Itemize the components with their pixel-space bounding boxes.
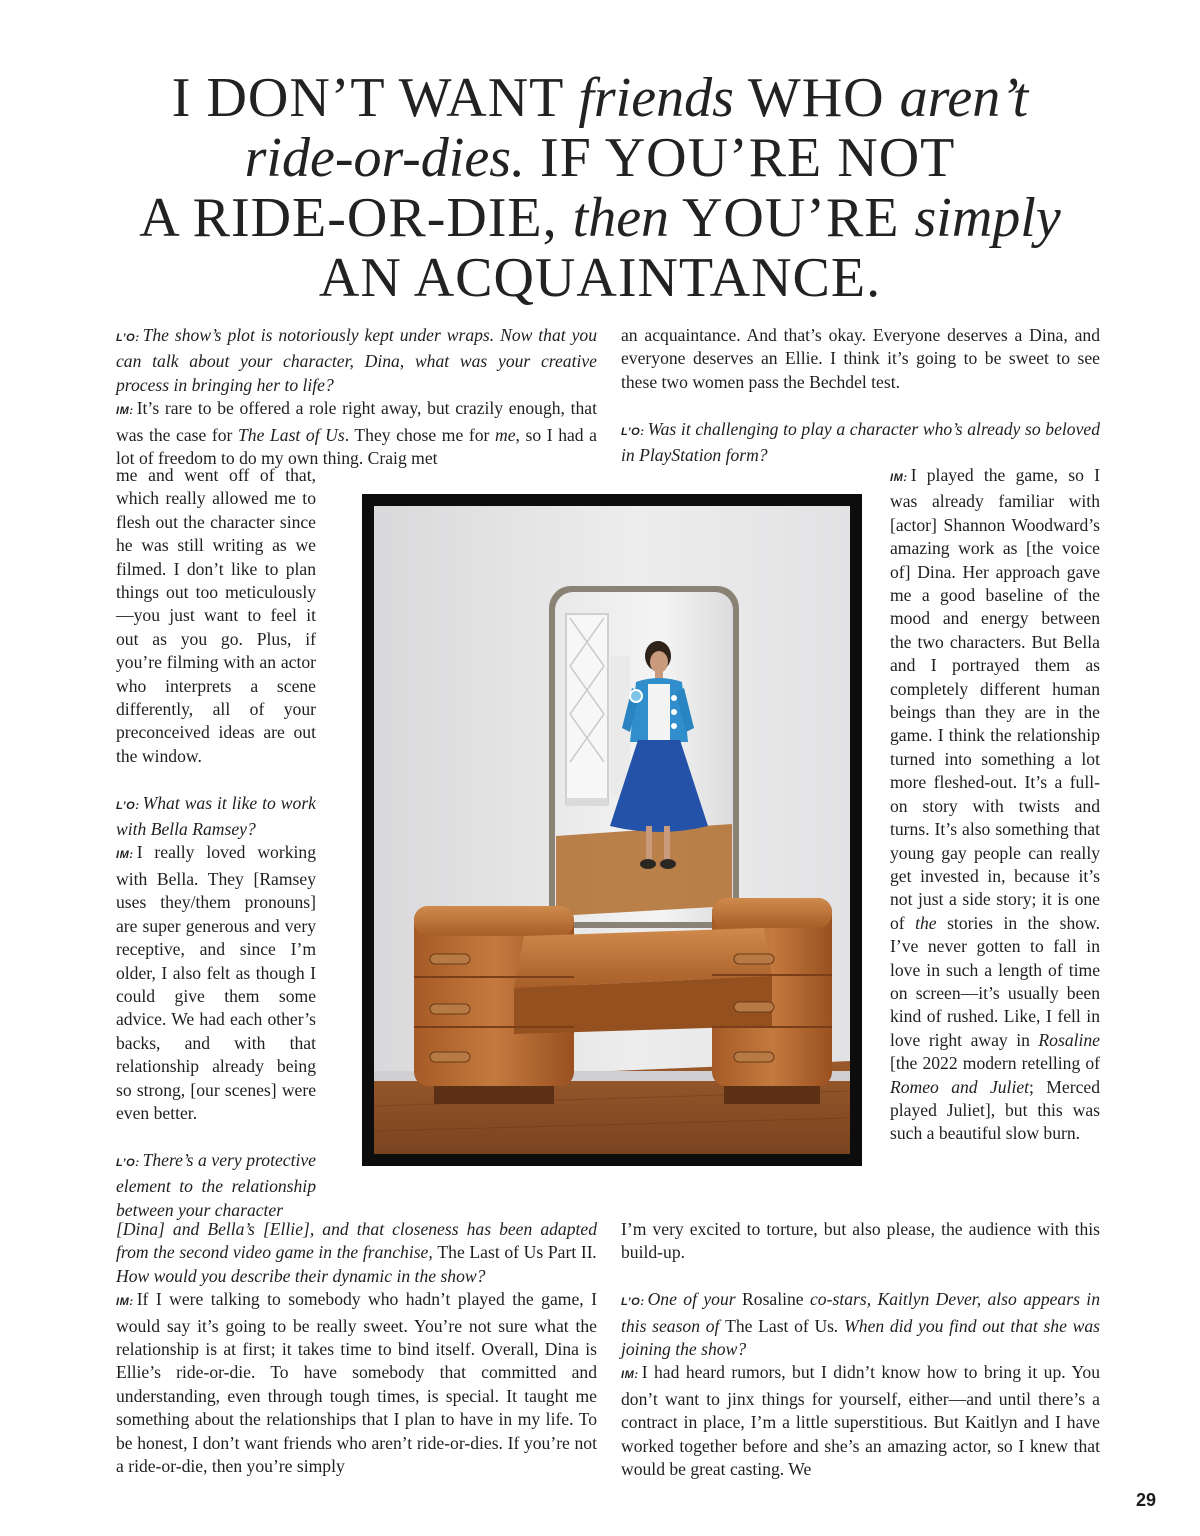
- answer-4: IM: I played the game, so I was already familiar with [actor] Shannon Woodward’s amazing work as [the voice of] Dina. Her approach gave me a good baseline of the mood and energy between the two characters. But Bella and I portrayed them as completely different human beings than they are in the game. I think the relationship turned into something a lot more fleshed-out. It’s a full-on story with twists and turns. It’s also something that young gay people can really get invested in, because it’s not just a side story; it is one of the stories in the show. I’ve never gotten to fall in love in such a length of time on screen—it’s usually been kind of rushed. Like, I fell in love right away in Rosaline [the 2022 modern retelling of Romeo and Juliet; Merced played Juliet], but this was such a beautiful slow burn.: [890, 465, 1100, 1144]
- answer-2: IM: I really loved working with Bella. They [Ramsey uses they/them pronouns] are super generous and very receptive, and since I’m older, I also felt as though I could give them some advice. We had each other’s backs, and with that relationship already being so strong, [our scenes] were even better.: [116, 842, 316, 1123]
- answer-3: IM: If I were talking to somebody who hadn’t played the game, I would say it’s going to be really sweet. You’re not sure what the relationship is at first; it takes time to bind itself. Overall, Dina is Ellie’s ride-or-die. To have somebody that committed and understanding, even through tough times, is special. It taught me something about the relationships that I plan to have in my life. To be honest, I don’t want friends who aren’t ride-or-dies. If you’re not a ride-or-die, then you’re simply: [116, 1289, 597, 1477]
- interviewer-label: L’O:: [116, 332, 140, 344]
- pull-quote: [60, 68, 1140, 308]
- left-column-bottom: [116, 1218, 597, 1478]
- pull-quote-line-1: I DON’T WANT friends WHO aren’t: [171, 67, 1029, 129]
- answer-1: IM: It’s rare to be offered a role right away, but crazily enough, that was the case for The Last of Us. They chose me for me, so I had a lot of freedom to do my own thing. Craig met: [116, 398, 597, 469]
- interviewee-label: IM:: [116, 405, 134, 418]
- interviewer-label: L’O:: [621, 425, 645, 438]
- question-3: L’O: There’s a very protective element to the relationship between your character: [116, 1149, 316, 1220]
- answer-3-continued: an acquaintance. And that’s okay. Everyone deserves a Dina, and everyone deserves an Ellie. I think it’s going to be sweet to see these two women pass the Bechdel test.: [621, 325, 1100, 392]
- right-column-bottom: [621, 1218, 1100, 1481]
- question-2: L’O: What was it like to work with Bella Ramsey?: [116, 792, 316, 840]
- left-column-top: [116, 324, 597, 470]
- interviewee-label: IM:: [116, 1296, 134, 1309]
- right-column-top: [621, 324, 1100, 467]
- interviewee-label: IM:: [116, 849, 134, 862]
- question-5: L’O: One of your Rosaline co-stars, Kaitlyn Dever, also appears in this season of The Last of Us. When did you find out that she was joining the show?: [621, 1289, 1100, 1360]
- pull-quote-line-2: ride-or-dies. IF YOU’RE NOT: [244, 127, 956, 189]
- pull-quote-line-3: A RIDE-OR-DIE, then YOU’RE simply: [139, 187, 1061, 249]
- mirror: [549, 586, 739, 928]
- pull-quote-line-4: AN ACQUAINTANCE.: [318, 247, 882, 309]
- interviewer-label: L’O:: [116, 799, 140, 812]
- answer-1-continued: me and went off of that, which really allowed me to flesh out the character since he was still writing as we filmed. I don’t like to plan things out too meticulously—you just want to feel it out as you go. Plus, if you’re filming with an actor who interprets a scene differently, all of your preconceived ideas are out the window.: [116, 465, 316, 766]
- question-4: L’O: Was it challenging to play a character who’s already so beloved in PlayStation form?: [621, 418, 1100, 466]
- feature-photo: [362, 494, 862, 1166]
- interviewee-label: IM:: [621, 1369, 639, 1382]
- question-1: L’O: The show’s plot is notoriously kept under wraps. Now that you can talk about your character, Dina, what was your creative process in bringing her to life?: [116, 325, 597, 395]
- right-column-narrow: [890, 464, 1100, 1146]
- interviewer-label: L’O:: [116, 1156, 140, 1169]
- question-3-continued: [Dina] and Bella’s [Ellie], and that closeness has been adapted from the second video game in the franchise, The Last of Us Part II. How would you describe their dynamic in the show?: [116, 1219, 597, 1286]
- interviewee-label: IM:: [890, 472, 908, 484]
- photo-illustration: [374, 506, 850, 1154]
- interviewer-label: L’O:: [621, 1296, 645, 1309]
- answer-5: IM: I had heard rumors, but I didn’t know how to bring it up. You don’t want to jinx things for yourself, either—and until there’s a contract in place, I’m a little superstitious. But Kaitlyn and I have worked together before and she’s an amazing actor, so I knew that would be great casting. We: [621, 1362, 1100, 1480]
- answer-4-continued: I’m very excited to torture, but also please, the audience with this build-up.: [621, 1219, 1100, 1263]
- left-column-narrow: [116, 464, 316, 1222]
- page-number: 29: [1136, 1490, 1157, 1510]
